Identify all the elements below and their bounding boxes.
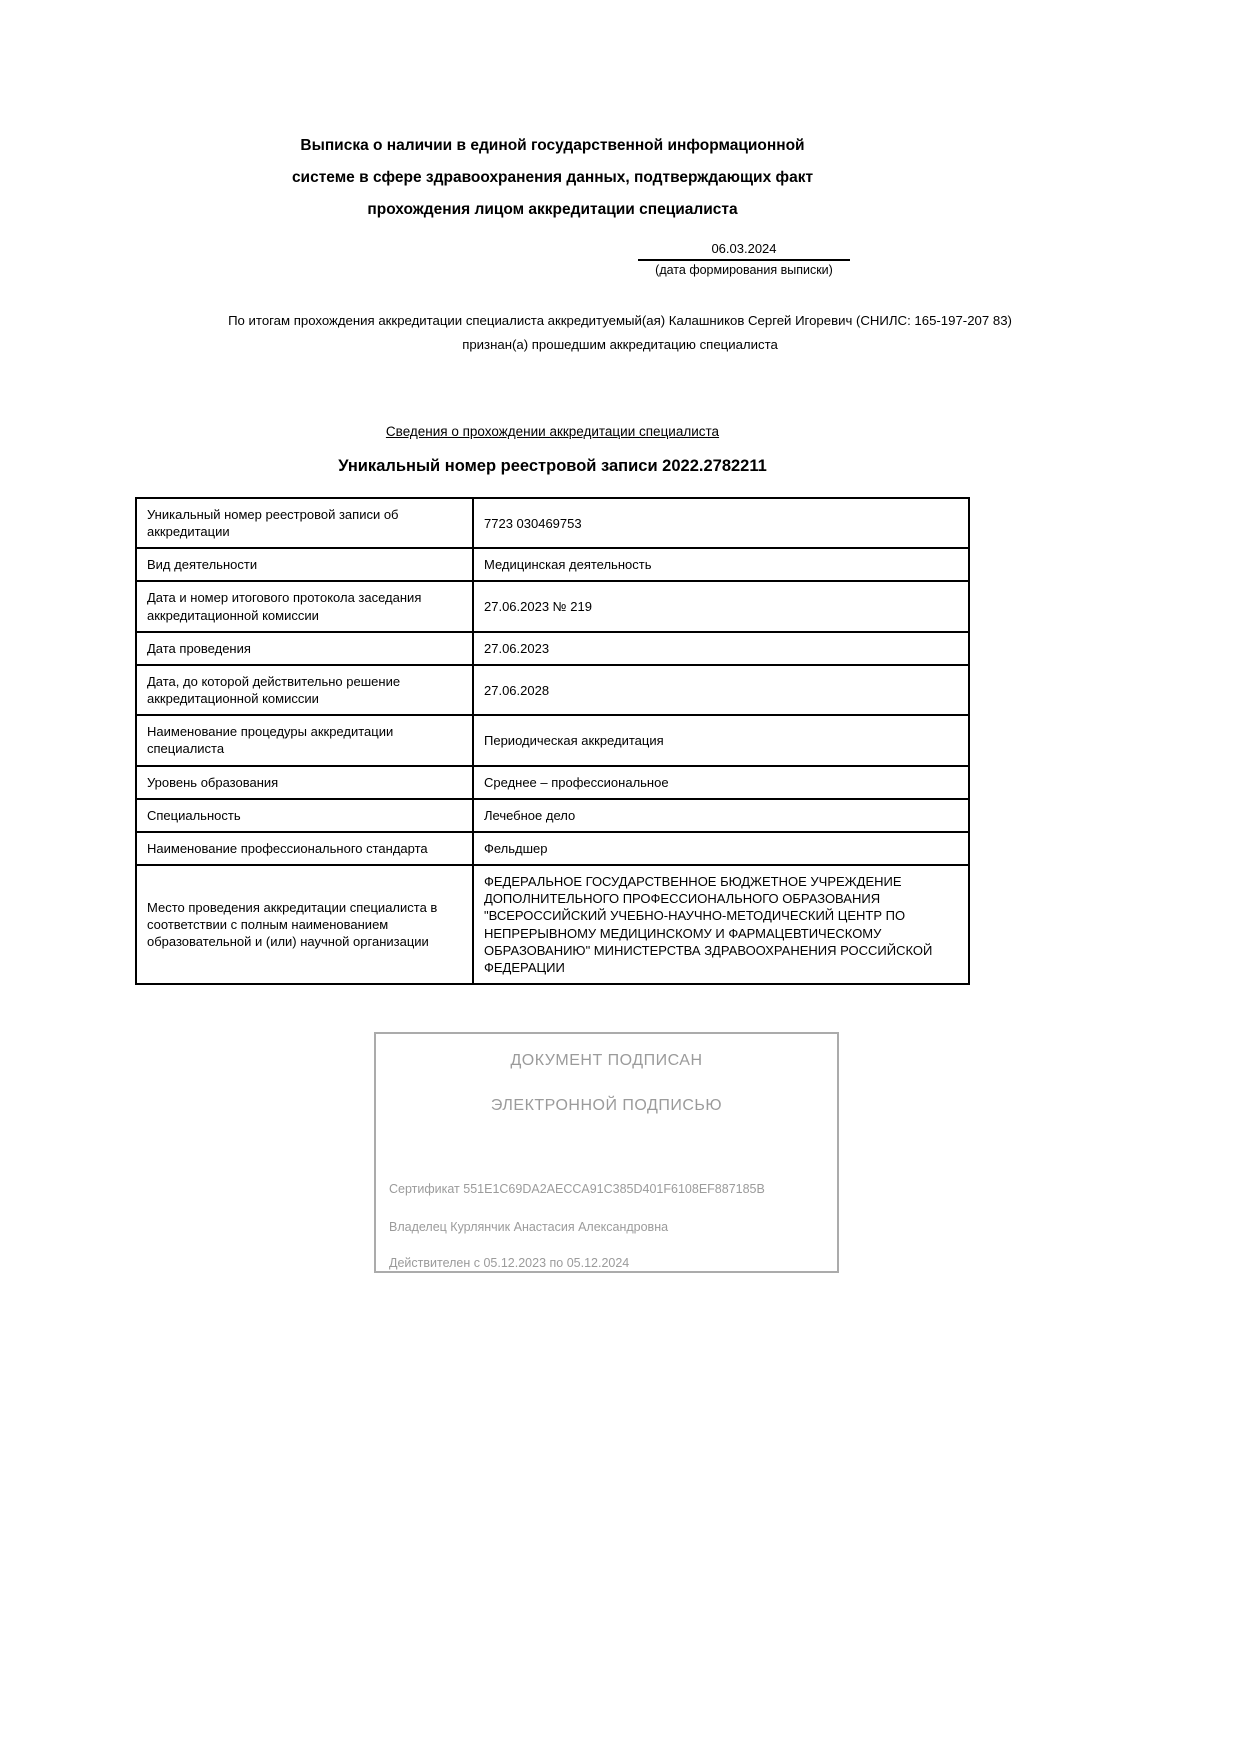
registry-number-heading: Уникальный номер реестровой записи 2022.2782211 <box>338 457 767 475</box>
row-value: 27.06.2023 <box>473 632 969 665</box>
row-label: Уникальный номер реестровой записи об аккредитации <box>136 498 473 548</box>
row-label: Специальность <box>136 799 473 832</box>
issue-date: 06.03.2024 <box>638 241 850 261</box>
accreditation-table <box>135 497 970 985</box>
table-row <box>136 498 969 548</box>
row-label: Место проведения аккредитации специалиста в соответствии с полным наименованием образовательной и (или) научной организации <box>136 865 473 984</box>
intro-line-2: признан(а) прошедшим аккредитацию специалиста <box>462 337 778 352</box>
row-value: Среднее – профессиональное <box>473 766 969 799</box>
intro-line-1: По итогам прохождения аккредитации специалиста аккредитуемый(ая) Калашников Сергей Игоревич (СНИЛС: 165-197-207 83) <box>228 313 1012 328</box>
document-title-line-1: Выписка о наличии в единой государственной информационной <box>300 137 805 154</box>
issue-date-block <box>638 241 850 277</box>
document-title <box>135 130 970 226</box>
row-value: Медицинская деятельность <box>473 548 969 581</box>
row-label: Уровень образования <box>136 766 473 799</box>
row-label: Дата и номер итогового протокола заседания аккредитационной комиссии <box>136 581 473 631</box>
row-value: Фельдшер <box>473 832 969 865</box>
document-title-line-3: прохождения лицом аккредитации специалиста <box>367 201 738 218</box>
signature-owner: Владелец Курлянчик Анастасия Александровна <box>389 1220 669 1234</box>
document-title-line-2: системе в сфере здравоохранения данных, подтверждающих факт <box>291 169 814 186</box>
row-value: Лечебное дело <box>473 799 969 832</box>
signature-title-line2: ЭЛЕКТРОННОЙ ПОДПИСЬЮ <box>490 1097 723 1114</box>
row-label: Наименование процедуры аккредитации специалиста <box>136 715 473 765</box>
intro-text <box>20 309 1220 357</box>
section-heading: Сведения о прохождении аккредитации специалиста <box>385 424 720 439</box>
table-row <box>136 632 969 665</box>
row-value: 27.06.2023 № 219 <box>473 581 969 631</box>
row-value: ФЕДЕРАЛЬНОЕ ГОСУДАРСТВЕННОЕ БЮДЖЕТНОЕ УЧРЕЖДЕНИЕ ДОПОЛНИТЕЛЬНОГО ПРОФЕССИОНАЛЬНОГО ОБРАЗОВАНИЯ "ВСЕРОССИЙСКИЙ УЧЕБНО-НАУЧНО-МЕТОДИЧЕСКИЙ ЦЕНТР ПО НЕПРЕРЫВНОМУ МЕДИЦИНСКОМУ И ФАРМАЦЕВТИЧЕСКОМУ ОБРАЗОВАНИЮ" МИНИСТЕРСТВА ЗДРАВООХРАНЕНИЯ РОССИЙСКОЙ ФЕДЕРАЦИИ <box>473 865 969 984</box>
signature-title-line1: ДОКУМЕНТ ПОДПИСАН <box>510 1052 703 1069</box>
table-row <box>136 865 969 984</box>
signature-validity: Действителен с 05.12.2023 по 05.12.2024 <box>389 1256 630 1270</box>
table-row <box>136 832 969 865</box>
signature-box <box>374 1032 839 1273</box>
table-row <box>136 665 969 715</box>
table-row <box>136 548 969 581</box>
signature-certificate: Сертификат 551E1C69DA2AECCA91C385D401F6108EF887185B <box>389 1182 765 1196</box>
row-label: Вид деятельности <box>136 548 473 581</box>
table-row <box>136 799 969 832</box>
row-label: Дата, до которой действительно решение аккредитационной комиссии <box>136 665 473 715</box>
row-label: Дата проведения <box>136 632 473 665</box>
table-row <box>136 581 969 631</box>
row-value: Периодическая аккредитация <box>473 715 969 765</box>
issue-date-caption: (дата формирования выписки) <box>655 263 833 277</box>
table-row <box>136 766 969 799</box>
row-value: 7723 030469753 <box>473 498 969 548</box>
row-value: 27.06.2028 <box>473 665 969 715</box>
row-label: Наименование профессионального стандарта <box>136 832 473 865</box>
table-row <box>136 715 969 765</box>
